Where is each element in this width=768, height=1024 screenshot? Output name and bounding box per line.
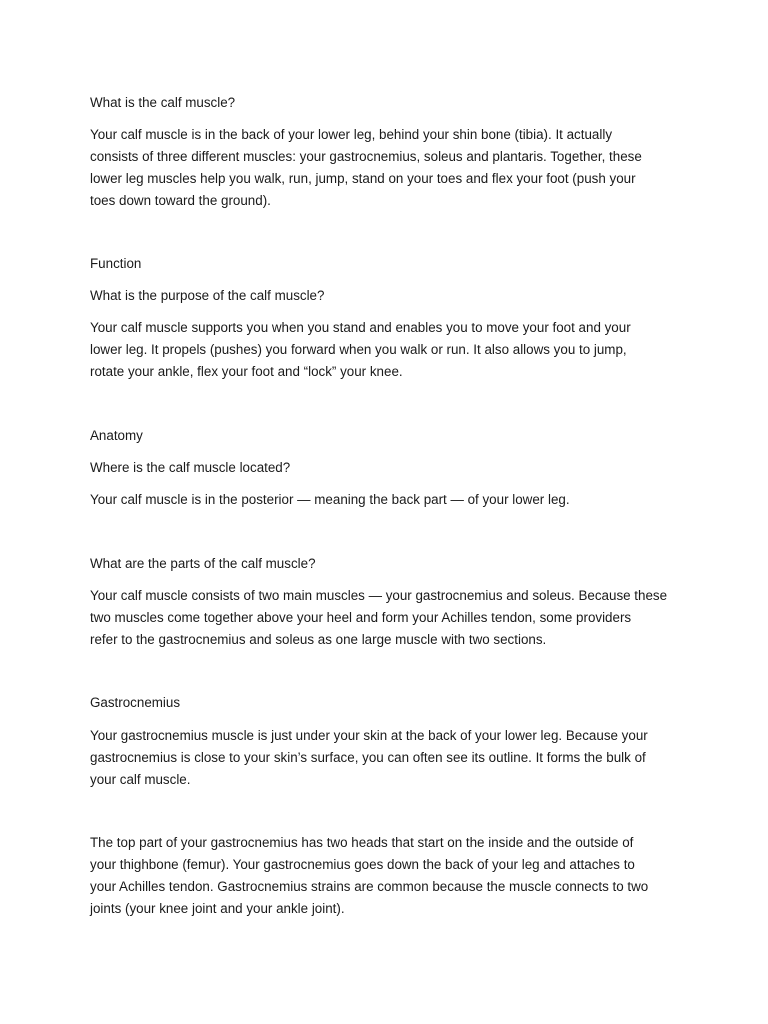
heading-text: Function [90,256,142,271]
text-line: your calf muscle. [90,772,191,787]
question-text: What is the calf muscle? [90,95,236,110]
text-line: gastrocnemius is close to your skin’s surface, you can often see its outline. It forms the bulk of [90,750,646,765]
text-line: lower leg muscles help you walk, run, jump, stand on your toes and flex your foot (push your [90,171,636,186]
paragraph-intro [90,124,690,212]
text-line: The top part of your gastrocnemius has two heads that start on the inside and the outside of [90,835,634,850]
text-line: joints (your knee joint and your ankle joint). [90,901,345,916]
question-text: Where is the calf muscle located? [90,460,291,475]
question-location [90,457,690,479]
paragraph-purpose [90,317,690,383]
text-line: rotate your ankle, flex your foot and “lock” your knee. [90,364,403,379]
heading-gastrocnemius [90,692,690,714]
text-line: two muscles come together above your heel and form your Achilles tendon, some providers [90,610,632,625]
heading-text: Anatomy [90,428,143,443]
text-line: your Achilles tendon. Gastrocnemius strains are common because the muscle connects to two [90,879,649,894]
text-line: toes down toward the ground). [90,193,271,208]
text-line: Your calf muscle is in the posterior — meaning the back part — of your lower leg. [90,492,570,507]
paragraph-parts [90,585,690,651]
text-line: refer to the gastrocnemius and soleus as one large muscle with two sections. [90,632,547,647]
paragraph-gastrocnemius-1 [90,725,690,791]
text-line: your thighbone (femur). Your gastrocnemius goes down the back of your leg and attaches to [90,857,635,872]
text-line: Your calf muscle supports you when you stand and enables you to move your foot and your [90,320,631,335]
text-line: Your gastrocnemius muscle is just under your skin at the back of your lower leg. Because your [90,728,648,743]
text-line: consists of three different muscles: your gastrocnemius, soleus and plantaris. Together, these [90,149,642,164]
question-what-is-calf-muscle [90,92,690,114]
question-text: What are the parts of the calf muscle? [90,556,316,571]
paragraph-gastrocnemius-2 [90,832,690,920]
heading-anatomy [90,425,690,447]
question-parts [90,553,690,575]
text-line: Your calf muscle is in the back of your lower leg, behind your shin bone (tibia). It actually [90,127,613,142]
question-purpose [90,285,690,307]
paragraph-location [90,489,690,511]
heading-function [90,253,690,275]
heading-text: Gastrocnemius [90,695,181,710]
question-text: What is the purpose of the calf muscle? [90,288,325,303]
text-line: Your calf muscle consists of two main muscles — your gastrocnemius and soleus. Because these [90,588,668,603]
text-line: lower leg. It propels (pushes) you forward when you walk or run. It also allows you to jump, [90,342,627,357]
